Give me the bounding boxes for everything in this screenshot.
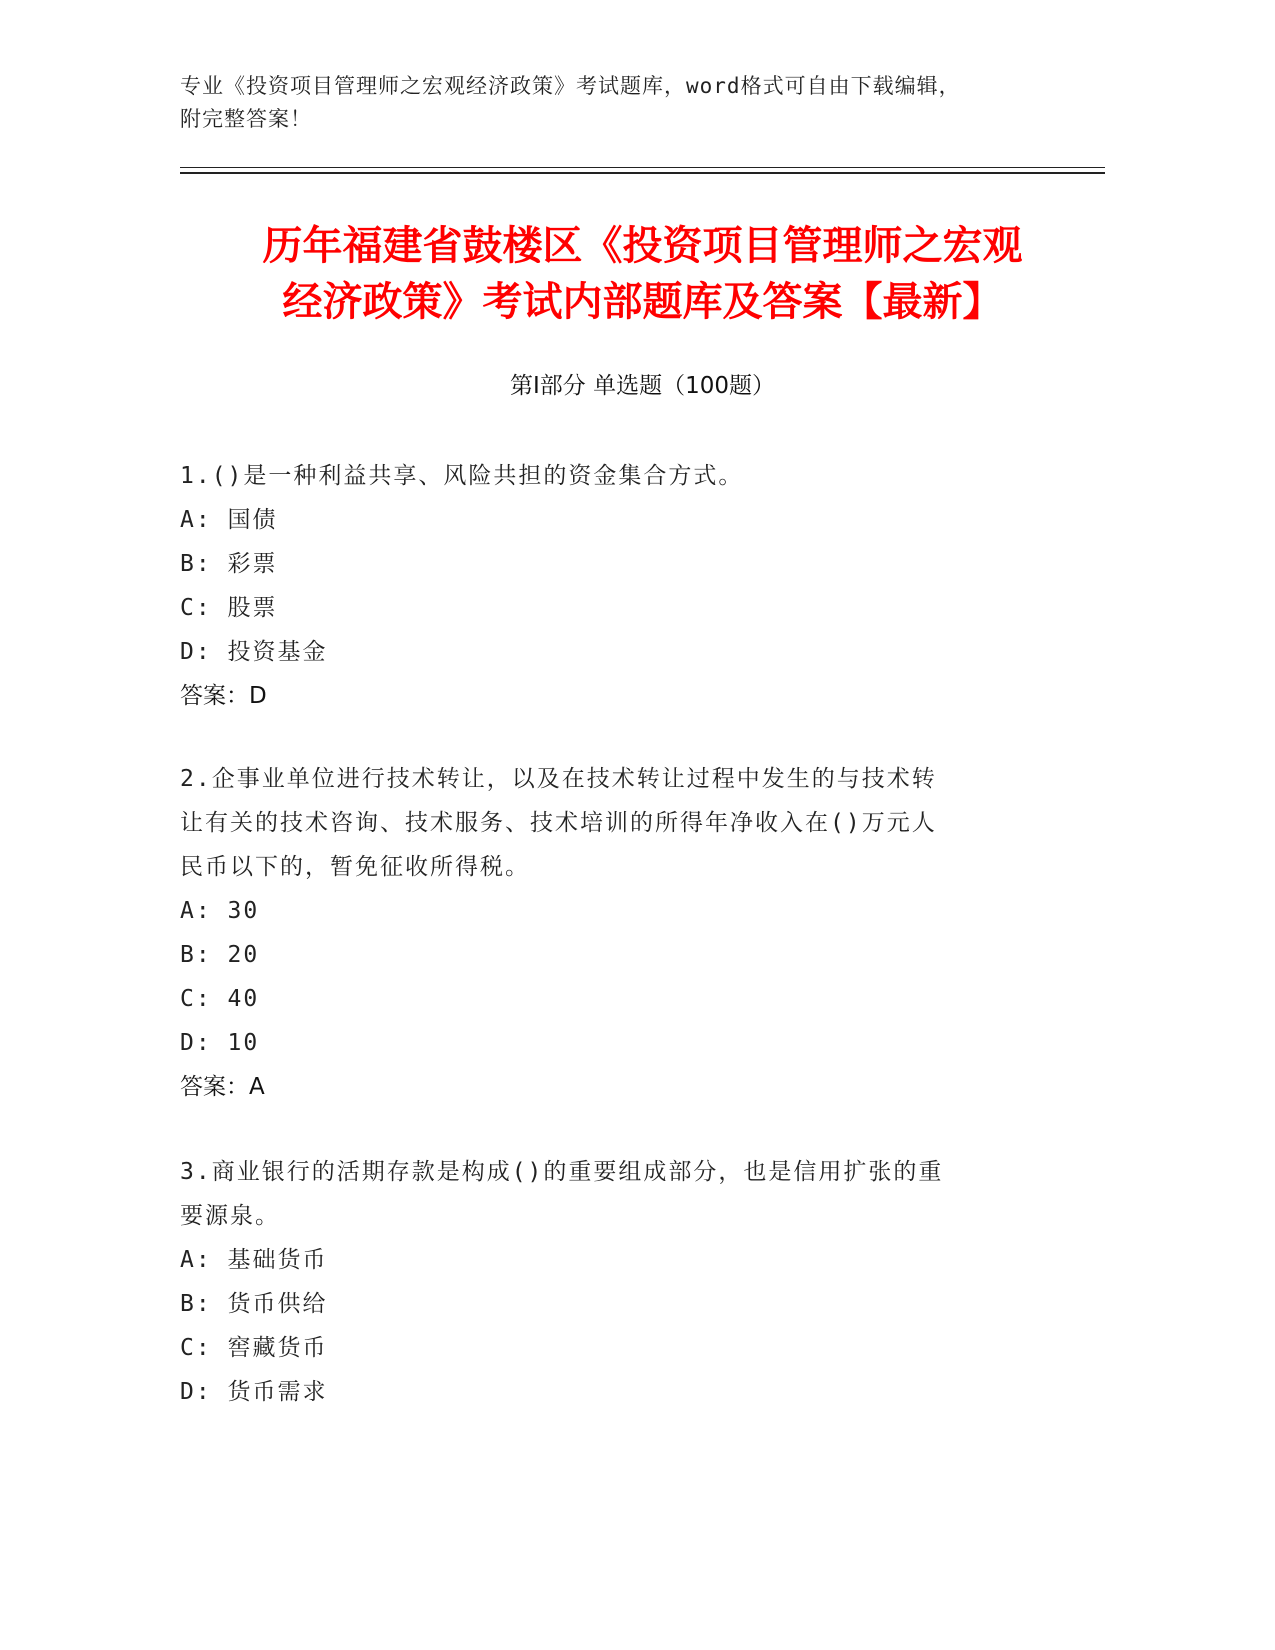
question-1 xyxy=(180,454,1020,718)
option-c: C: 股票 xyxy=(180,595,278,621)
option-b: B: 货币供给 xyxy=(180,1291,328,1317)
header-note-line: 附完整答案！ xyxy=(180,107,312,131)
header-note xyxy=(180,70,1020,136)
document-title-line: 历年福建省鼓楼区《投资项目管理师之宏观 xyxy=(262,223,1023,269)
question-stem: 3.商业银行的活期存款是构成()的重要组成部分，也是信用扩张的重 xyxy=(180,1159,944,1185)
option-d: D: 货币需求 xyxy=(180,1379,328,1405)
header-divider-thick xyxy=(180,172,1105,174)
question-stem: 要源泉。 xyxy=(180,1203,280,1229)
option-a: A: 30 xyxy=(180,898,260,924)
option-b: B: 彩票 xyxy=(180,551,278,577)
document-page xyxy=(180,0,1105,1650)
header-divider-thin xyxy=(180,167,1105,168)
option-b: B: 20 xyxy=(180,942,260,968)
question-3 xyxy=(180,1150,1020,1414)
question-stem: 2.企事业单位进行技术转让，以及在技术转让过程中发生的与技术转 xyxy=(180,766,937,792)
option-c: C: 40 xyxy=(180,986,260,1012)
option-c: C: 窖藏货币 xyxy=(180,1335,328,1361)
question-stem: 让有关的技术咨询、技术服务、技术培训的所得年净收入在()万元人 xyxy=(180,810,937,836)
document-title xyxy=(180,218,1105,330)
answer-line: 答案：D xyxy=(180,683,267,709)
option-d: D: 10 xyxy=(180,1030,260,1056)
document-title-line: 经济政策》考试内部题库及答案【最新】 xyxy=(282,279,1003,325)
question-stem: 民币以下的，暂免征收所得税。 xyxy=(180,854,530,880)
question-stem: 1.()是一种利益共享、风险共担的资金集合方式。 xyxy=(180,463,744,489)
header-note-line: 专业《投资项目管理师之宏观经济政策》考试题库，word格式可自由下载编辑， xyxy=(180,74,961,98)
question-2 xyxy=(180,757,1020,1109)
option-d: D: 投资基金 xyxy=(180,639,328,665)
section-heading: 第I部分 单选题（100题） xyxy=(510,373,775,399)
answer-line: 答案：A xyxy=(180,1074,265,1100)
option-a: A: 基础货币 xyxy=(180,1247,328,1273)
option-a: A: 国债 xyxy=(180,507,278,533)
